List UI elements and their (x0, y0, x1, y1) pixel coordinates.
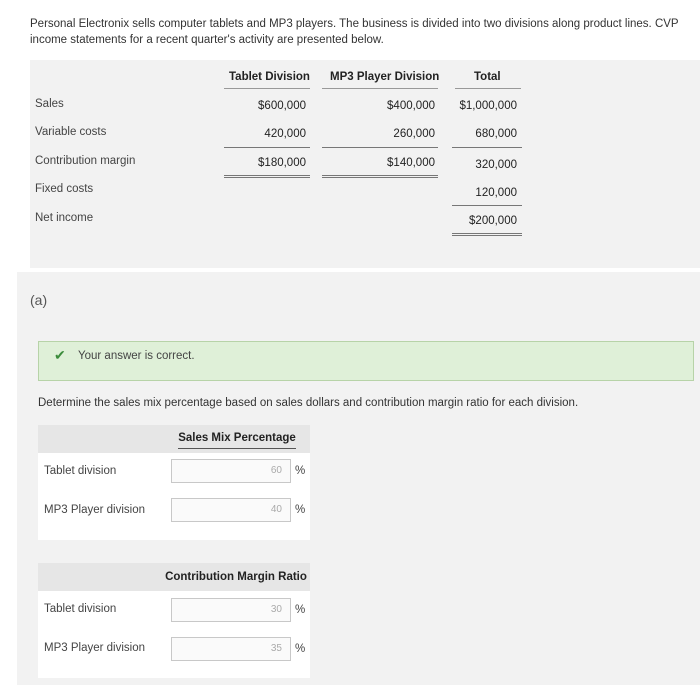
cell-total-cm: 320,000 (475, 159, 517, 171)
total-double-underline (224, 175, 310, 178)
sales-mix-mp3-label: MP3 Player division (44, 504, 145, 516)
row-label-sales: Sales (35, 98, 64, 110)
percent-sign: % (295, 604, 306, 616)
row-label-fixed-costs: Fixed costs (35, 183, 94, 195)
percent-sign: % (295, 643, 306, 655)
subtotal-line (322, 147, 438, 148)
sales-mix-tablet-input[interactable]: 60 (171, 459, 291, 483)
header-underline (224, 88, 310, 89)
sales-mix-title: Sales Mix Percentage (178, 432, 296, 444)
header-underline (322, 88, 438, 89)
subtotal-line (224, 147, 310, 148)
sales-mix-mp3-input[interactable]: 40 (171, 498, 291, 522)
title-underline (178, 448, 296, 449)
cell-total-sales: $1,000,000 (459, 100, 517, 112)
cell-total-variable: 680,000 (475, 128, 517, 140)
sales-mix-tablet-label: Tablet division (44, 465, 117, 477)
checkmark-icon: ✔ (54, 347, 66, 363)
header-tablet: Tablet Division (229, 71, 310, 83)
cm-ratio-mp3-label: MP3 Player division (44, 642, 145, 654)
cell-tablet-sales: $600,000 (258, 100, 306, 112)
total-double-underline (322, 175, 438, 178)
cm-ratio-tablet-label: Tablet division (44, 603, 117, 615)
subtotal-line (452, 205, 522, 206)
problem-intro: Personal Electronix sells computer tablets and MP3 players. The business is divided into two divisions along product lines. CVP income statements for a recent quarter's activity are presented below. (30, 18, 679, 46)
cell-mp3-sales: $400,000 (387, 100, 435, 112)
part-label: (a) (30, 292, 48, 308)
cell-tablet-cm: $180,000 (258, 157, 306, 169)
percent-sign: % (295, 504, 306, 516)
cell-tablet-variable: 420,000 (264, 128, 306, 140)
cell-total-fixed: 120,000 (475, 187, 517, 199)
header-mp3: MP3 Player Division (330, 71, 440, 83)
header-underline (455, 88, 521, 89)
row-label-contribution-margin: Contribution margin (35, 155, 136, 167)
percent-sign: % (295, 465, 306, 477)
cell-mp3-cm: $140,000 (387, 157, 435, 169)
cell-mp3-variable: 260,000 (393, 128, 435, 140)
subtotal-line (452, 147, 522, 148)
row-label-net-income: Net income (35, 212, 94, 224)
status-text: Your answer is correct. (78, 350, 195, 362)
header-total: Total (474, 71, 501, 83)
cm-ratio-mp3-input[interactable]: 35 (171, 637, 291, 661)
cell-total-net-income: $200,000 (469, 215, 517, 227)
row-label-variable-costs: Variable costs (35, 126, 107, 138)
cm-ratio-title: Contribution Margin Ratio (165, 571, 307, 583)
cm-ratio-tablet-input[interactable]: 30 (171, 598, 291, 622)
total-double-underline (452, 233, 522, 236)
question-text: Determine the sales mix percentage based on sales dollars and contribution margin ratio for each division. (38, 397, 579, 409)
